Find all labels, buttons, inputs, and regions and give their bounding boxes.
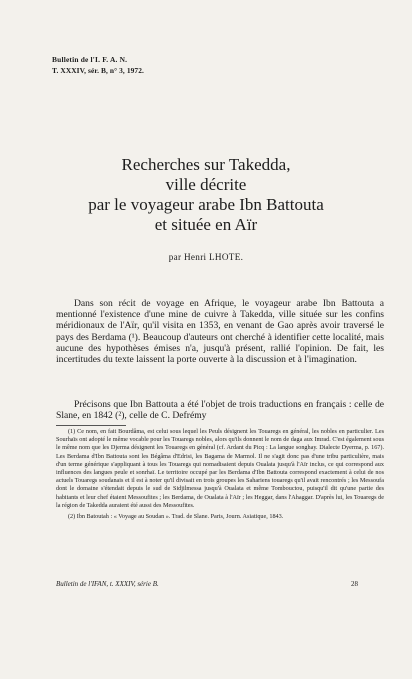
journal-header-title: Bulletin de l'I. F. A. N. — [52, 55, 128, 64]
footnote-1: (1) Ce nom, en fait Bourdâma, est celui sous lequel les Peuls désignent les Touaregs en général, les nobles en particulier. Les Sourhaïs ont adopté le même vocable pour les Touaregs nobles, alors qu'ils donnent le nom de daga aux Imrad. C'est également sous le même nom que les Djerma désignent les Touaregs en général (cf. Ardant du Picq : La langue songhay. Dialecte Dyerma, p. 167). Les Berdama d'Ibn Battouta sont les Bégâma d'Edrisi, les Bagama de Marmol. Il ne s'agit donc pas d'une tribu particulière, mais d'un terme générique s'appliquant à tous les Touaregs qui nomadisaient depuis Oualata jusqu'à l'Aïr inclus, ce qui correspond aux influences des langues peule et sonrhaï. Le territoire occupé par les Berdama d'Ibn Battouta correspond exactement à celui de nos actuels Touaregs soudanais et il est à noter qu'il divisait en trois groupes les Sahariens touaregs qu'il avait rencontrés ; les Messoufa dont le domaine s'étendait depuis le sud de Sidjilmessa jusqu'à Oualata et même Tombouctou, puisqu'il dit qu'une partie des habitants et leur chef étaient Messoufites ; les Berdama, de Oualata à l'Aïr ; les Heggar, dans l'Ahaggar. D'après lui, les Touaregs de la région de Takedda auraient été aussi des Messoufites. — [56, 428, 384, 509]
body-paragraph-2 — [56, 399, 384, 421]
body-paragraph-2-text: Précisons que Ibn Battouta a été l'objet de trois traductions en français : celle de Slane, en 1842 (²), celle de C. Defrémy — [56, 399, 384, 422]
page-number: 28 — [351, 580, 358, 588]
footnote-2: (2) Ibn Batoutah : « Voyage au Soudan ». Trad. de Slane. Paris, Journ. Asiatique, 1843. — [68, 513, 284, 521]
article-title-line-4: et située en Aïr — [154, 215, 258, 234]
body-paragraph-1 — [56, 298, 384, 365]
footer-citation: Bulletin de l'IFAN, t. XXXIV, série B. — [56, 580, 159, 588]
article-title-line-3: par le voyageur arabe Ibn Battouta — [88, 195, 324, 214]
body-paragraph-1-text: Dans son récit de voyage en Afrique, le voyageur arabe Ibn Battouta a mentionné l'existence d'une mine de cuivre à Takedda, ville située sur les confins méridionaux de l'Aïr, qu'il visita en 1353, en venant de Gao après avoir traversé le pays des Berdama (¹). Beaucoup d'auteurs ont cherché à identifier cette localité, mais aucune des hypothèses émises n'a, jusqu'à présent, rallié l'opinion. De fait, les incertitudes du texte laissent la porte ouverte à la discussion et à l'imagination. — [56, 298, 384, 366]
article-title-line-1: Recherches sur Takedda, — [121, 155, 291, 174]
footnotes — [56, 428, 384, 524]
journal-header-volume: T. XXXIV, sér. B, n° 3, 1972. — [52, 66, 144, 75]
article-title-line-2: ville décrite — [165, 175, 247, 194]
footnote-separator — [56, 425, 126, 426]
article-author: par Henri LHOTE. — [168, 252, 244, 262]
